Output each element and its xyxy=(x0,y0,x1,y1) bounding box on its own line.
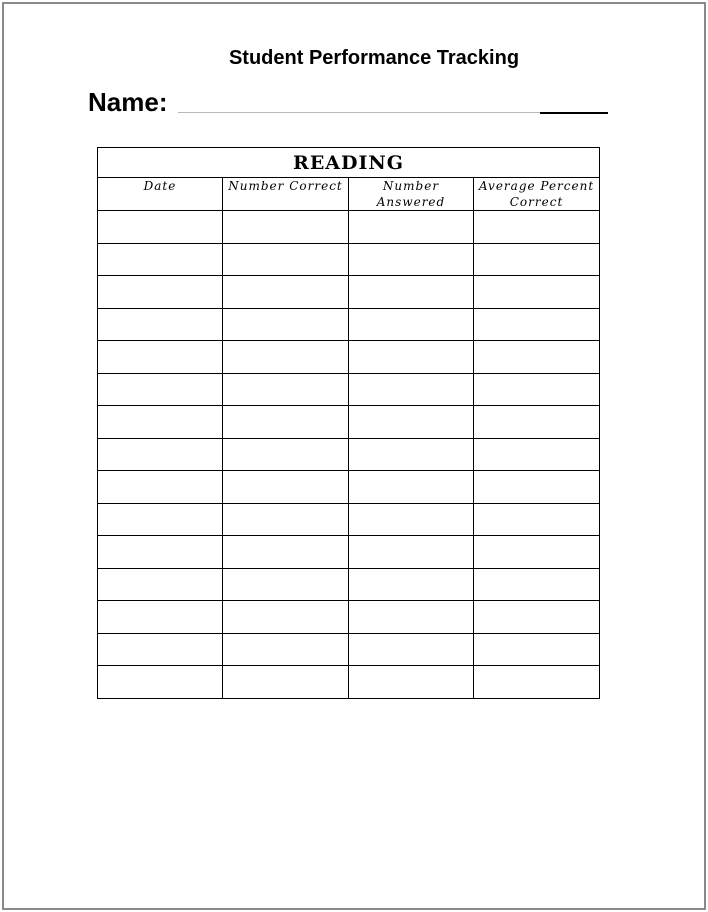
table-row xyxy=(98,438,600,471)
name-label: Name: xyxy=(88,87,168,117)
date-cell[interactable] xyxy=(98,438,223,471)
document-title: Student Performance Tracking xyxy=(228,47,520,69)
table-row xyxy=(98,243,600,276)
table-row xyxy=(98,633,600,666)
date-cell[interactable] xyxy=(98,406,223,439)
average-percent-cell[interactable] xyxy=(474,568,600,601)
number-correct-cell[interactable] xyxy=(223,536,349,569)
number-correct-cell[interactable] xyxy=(223,308,349,341)
table-row xyxy=(98,406,600,439)
number-correct-cell[interactable] xyxy=(223,373,349,406)
date-cell[interactable] xyxy=(98,666,223,699)
number-answered-cell[interactable] xyxy=(349,211,474,244)
number-correct-cell[interactable] xyxy=(223,406,349,439)
number-correct-cell[interactable] xyxy=(223,471,349,504)
number-correct-cell[interactable] xyxy=(223,243,349,276)
average-percent-cell[interactable] xyxy=(474,211,600,244)
number-correct-cell[interactable] xyxy=(223,568,349,601)
average-percent-cell[interactable] xyxy=(474,406,600,439)
table-row xyxy=(98,276,600,309)
date-cell[interactable] xyxy=(98,601,223,634)
average-percent-cell[interactable] xyxy=(474,341,600,374)
number-answered-cell[interactable] xyxy=(349,406,474,439)
number-answered-cell[interactable] xyxy=(349,308,474,341)
average-percent-cell[interactable] xyxy=(474,633,600,666)
number-answered-cell[interactable] xyxy=(349,438,474,471)
column-header-date: Date xyxy=(98,178,223,211)
number-answered-cell[interactable] xyxy=(349,373,474,406)
number-answered-cell[interactable] xyxy=(349,503,474,536)
number-answered-cell[interactable] xyxy=(349,243,474,276)
number-answered-cell[interactable] xyxy=(349,341,474,374)
average-percent-cell[interactable] xyxy=(474,601,600,634)
table-row xyxy=(98,503,600,536)
date-cell[interactable] xyxy=(98,308,223,341)
column-header-average-percent-correct: Average Percent Correct xyxy=(474,178,600,211)
number-correct-cell[interactable] xyxy=(223,211,349,244)
date-cell[interactable] xyxy=(98,568,223,601)
date-cell[interactable] xyxy=(98,341,223,374)
date-cell[interactable] xyxy=(98,243,223,276)
number-correct-cell[interactable] xyxy=(223,601,349,634)
date-cell[interactable] xyxy=(98,471,223,504)
name-field-line[interactable] xyxy=(178,112,540,113)
name-field-line-end xyxy=(540,112,608,114)
number-answered-cell[interactable] xyxy=(349,536,474,569)
number-answered-cell[interactable] xyxy=(349,633,474,666)
number-correct-cell[interactable] xyxy=(223,341,349,374)
column-header-number-correct: Number Correct xyxy=(223,178,349,211)
section-title: READING xyxy=(98,148,600,178)
reading-table xyxy=(97,147,600,699)
average-percent-cell[interactable] xyxy=(474,308,600,341)
table-row xyxy=(98,536,600,569)
column-header-number-answered: Number Answered xyxy=(349,178,474,211)
number-correct-cell[interactable] xyxy=(223,438,349,471)
table-row xyxy=(98,568,600,601)
average-percent-cell[interactable] xyxy=(474,243,600,276)
average-percent-cell[interactable] xyxy=(474,373,600,406)
average-percent-cell[interactable] xyxy=(474,438,600,471)
average-percent-cell[interactable] xyxy=(474,503,600,536)
table-body xyxy=(98,211,600,699)
number-answered-cell[interactable] xyxy=(349,471,474,504)
number-answered-cell[interactable] xyxy=(349,568,474,601)
number-correct-cell[interactable] xyxy=(223,666,349,699)
date-cell[interactable] xyxy=(98,503,223,536)
date-cell[interactable] xyxy=(98,373,223,406)
table-row xyxy=(98,666,600,699)
number-correct-cell[interactable] xyxy=(223,633,349,666)
table-row xyxy=(98,308,600,341)
table-row xyxy=(98,211,600,244)
table-row xyxy=(98,373,600,406)
number-correct-cell[interactable] xyxy=(223,276,349,309)
number-correct-cell[interactable] xyxy=(223,503,349,536)
number-answered-cell[interactable] xyxy=(349,601,474,634)
date-cell[interactable] xyxy=(98,276,223,309)
table-row xyxy=(98,341,600,374)
average-percent-cell[interactable] xyxy=(474,471,600,504)
number-answered-cell[interactable] xyxy=(349,666,474,699)
table-row xyxy=(98,471,600,504)
number-answered-cell[interactable] xyxy=(349,276,474,309)
average-percent-cell[interactable] xyxy=(474,276,600,309)
date-cell[interactable] xyxy=(98,536,223,569)
date-cell[interactable] xyxy=(98,211,223,244)
date-cell[interactable] xyxy=(98,633,223,666)
average-percent-cell[interactable] xyxy=(474,536,600,569)
average-percent-cell[interactable] xyxy=(474,666,600,699)
table-row xyxy=(98,601,600,634)
